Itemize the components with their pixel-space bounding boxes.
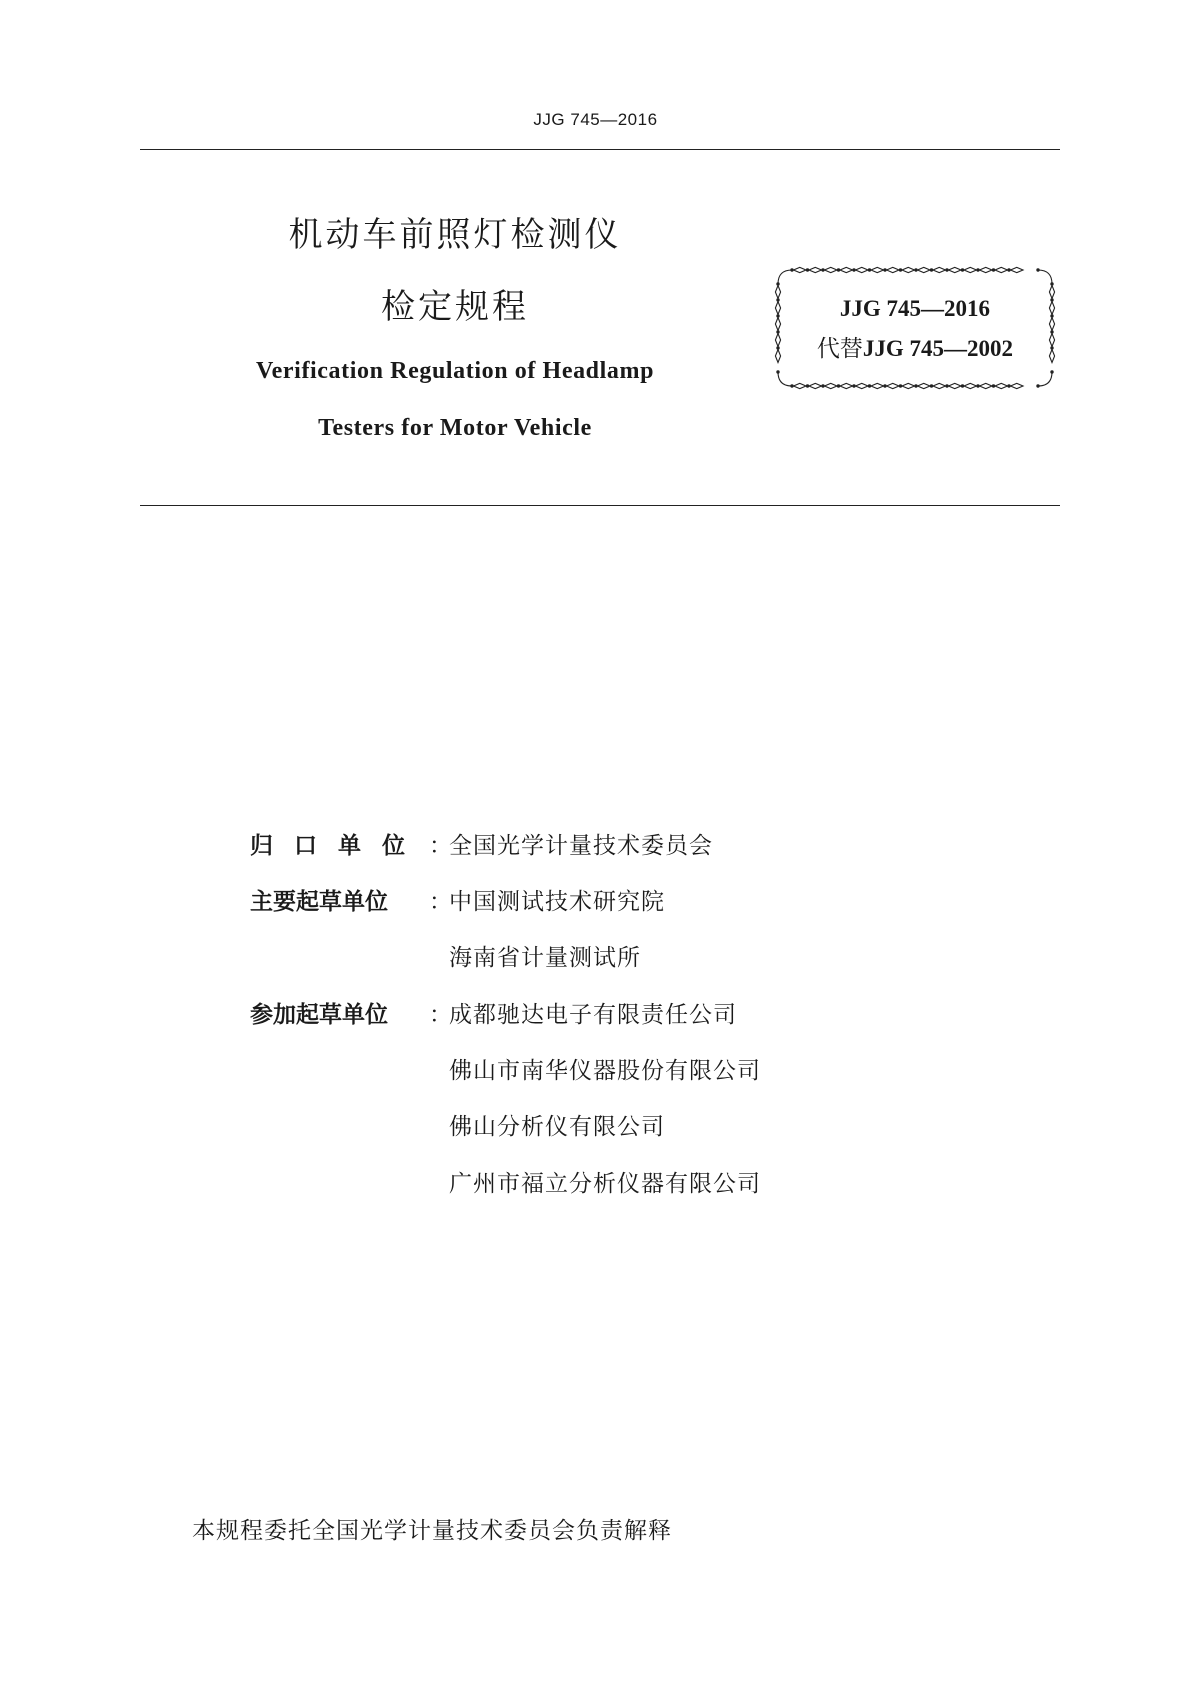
frame-diamond <box>887 267 900 272</box>
frame-dot <box>930 384 933 387</box>
frame-diamond <box>775 286 780 299</box>
frame-diamond <box>1011 267 1024 272</box>
frame-dot <box>976 268 979 271</box>
frame-dot <box>852 384 855 387</box>
frame-dot <box>868 384 871 387</box>
frame-diamond <box>902 383 915 388</box>
frame-diamond <box>856 383 869 388</box>
header-rule <box>140 149 1060 150</box>
frame-corner <box>1038 270 1052 284</box>
participating-unit-3: 佛山分析仪有限公司 <box>449 1114 665 1140</box>
frame-dot <box>945 384 948 387</box>
frame-dot <box>1036 268 1039 271</box>
frame-diamond <box>775 334 780 347</box>
title-english-line-1: Verification Regulation of Headlamp <box>255 358 655 384</box>
frame-diamond <box>809 383 822 388</box>
participating-unit-1: 成都驰达电子有限责任公司 <box>449 1002 737 1028</box>
badge-replaces-code: JJG 745—2002 <box>862 336 1014 361</box>
frame-dot <box>883 268 886 271</box>
badge-ornamental-frame <box>770 262 1060 394</box>
frame-dot <box>899 268 902 271</box>
frame-dot <box>852 268 855 271</box>
badge-replaces-prefix: 代替 <box>816 336 863 362</box>
frame-dot <box>1050 298 1053 301</box>
frame-diamond <box>964 383 977 388</box>
frame-diamond <box>775 350 780 363</box>
frame-dot <box>1007 268 1010 271</box>
participating-unit-2: 佛山市南华仪器股份有限公司 <box>449 1058 761 1084</box>
frame-diamond <box>995 383 1008 388</box>
frame-dot <box>821 268 824 271</box>
frame-diamond <box>871 383 884 388</box>
frame-diamond <box>964 267 977 272</box>
frame-diamond <box>980 383 993 388</box>
main-drafting-unit-2: 海南省计量测试所 <box>449 945 641 971</box>
frame-dot <box>1050 314 1053 317</box>
frame-dot <box>1050 330 1053 333</box>
frame-dot <box>945 268 948 271</box>
frame-diamond <box>825 267 838 272</box>
title-english-line-2: Testers for Motor Vehicle <box>318 415 592 441</box>
frame-diamond <box>980 267 993 272</box>
frame-dot <box>992 268 995 271</box>
frame-diamond <box>1049 350 1054 363</box>
participating-unit-4: 广州市福立分析仪器有限公司 <box>449 1171 761 1197</box>
frame-diamond <box>840 267 853 272</box>
frame-dot <box>776 282 779 285</box>
frame-dot <box>776 346 779 349</box>
header-standard-code: JJG 745—2016 <box>533 110 658 129</box>
frame-dot <box>976 384 979 387</box>
responsible-unit-label: 归口单位 <box>250 833 426 859</box>
title-chinese-line-1: 机动车前照灯检测仪 <box>288 215 622 255</box>
title-block-rule <box>140 505 1060 506</box>
frame-diamond <box>840 383 853 388</box>
frame-dot <box>1050 282 1053 285</box>
responsible-unit-value: 全国光学计量技术委员会 <box>449 833 713 859</box>
frame-dot <box>776 298 779 301</box>
frame-dot <box>821 384 824 387</box>
frame-dot <box>790 268 793 271</box>
frame-diamond <box>933 267 946 272</box>
frame-diamond <box>887 383 900 388</box>
frame-dot <box>961 384 964 387</box>
frame-diamond <box>794 383 807 388</box>
badge-standard-code: JJG 745—2016 <box>839 296 991 321</box>
frame-dot <box>806 384 809 387</box>
participating-unit-label: 参加起草单位 <box>250 1002 388 1028</box>
frame-dot <box>883 384 886 387</box>
main-drafting-unit-label: 主要起草单位 <box>250 889 388 915</box>
frame-corner <box>1038 372 1052 386</box>
frame-dot <box>790 384 793 387</box>
frame-dot <box>776 314 779 317</box>
frame-diamond <box>856 267 869 272</box>
frame-diamond <box>933 383 946 388</box>
participating-unit-colon: ： <box>429 1002 452 1028</box>
frame-diamond <box>1049 302 1054 315</box>
frame-dot <box>837 384 840 387</box>
badge-replaces-line <box>785 333 1045 365</box>
frame-dot <box>1007 384 1010 387</box>
frame-diamond <box>775 318 780 331</box>
frame-diamond <box>918 383 931 388</box>
frame-dot <box>1050 370 1053 373</box>
frame-dot <box>992 384 995 387</box>
frame-diamond <box>871 267 884 272</box>
frame-dot <box>776 330 779 333</box>
frame-dot <box>868 268 871 271</box>
frame-diamond <box>825 383 838 388</box>
frame-diamond <box>902 267 915 272</box>
frame-dot <box>1050 346 1053 349</box>
frame-dot <box>776 370 779 373</box>
frame-diamond <box>809 267 822 272</box>
frame-diamond <box>794 267 807 272</box>
frame-dot <box>806 268 809 271</box>
main-drafting-unit-colon: ： <box>429 889 452 915</box>
frame-corner <box>778 270 792 284</box>
frame-dot <box>961 268 964 271</box>
frame-dot <box>930 268 933 271</box>
frame-dot <box>914 268 917 271</box>
frame-diamond <box>949 267 962 272</box>
frame-dot <box>837 268 840 271</box>
frame-diamond <box>1049 334 1054 347</box>
frame-diamond <box>775 302 780 315</box>
frame-dot <box>914 384 917 387</box>
main-drafting-unit-1: 中国测试技术研究院 <box>449 889 665 915</box>
frame-dot <box>1036 384 1039 387</box>
frame-diamond <box>949 383 962 388</box>
interpretation-note: 本规程委托全国光学计量技术委员会负责解释 <box>192 1518 672 1544</box>
frame-diamond <box>918 267 931 272</box>
title-chinese-line-2: 检定规程 <box>381 287 529 327</box>
frame-dot <box>899 384 902 387</box>
frame-diamond <box>995 267 1008 272</box>
frame-corner <box>778 372 792 386</box>
frame-diamond <box>1049 318 1054 331</box>
frame-diamond <box>1049 286 1054 299</box>
responsible-unit-colon: ： <box>429 833 452 859</box>
frame-diamond <box>1011 383 1024 388</box>
